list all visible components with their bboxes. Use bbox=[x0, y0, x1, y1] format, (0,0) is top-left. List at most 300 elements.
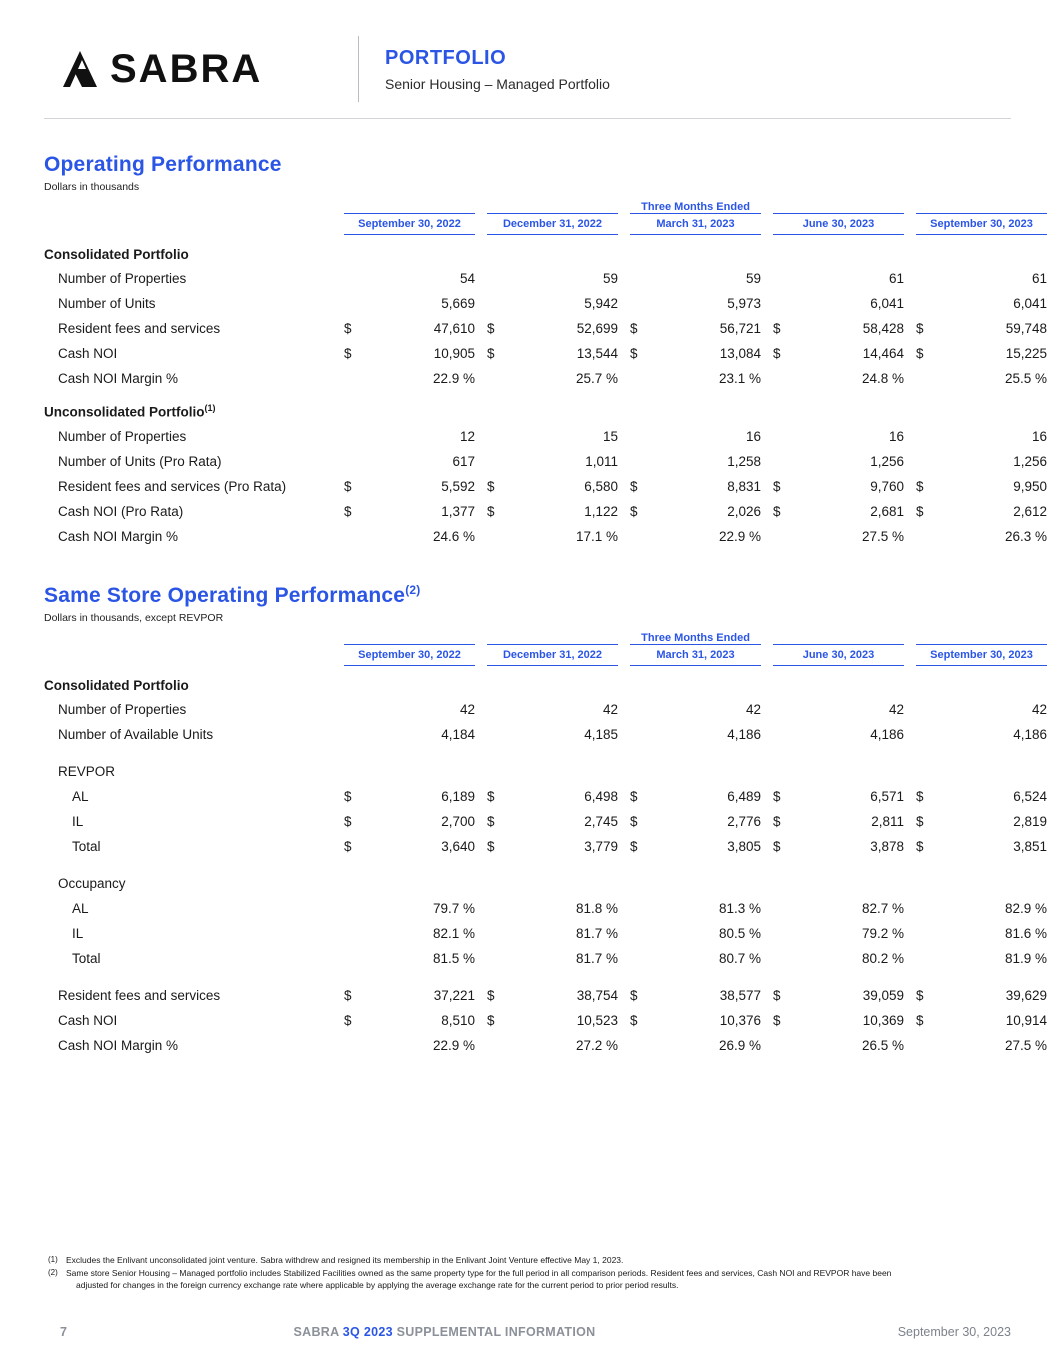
cell-value: 6,041 bbox=[870, 296, 904, 311]
currency-symbol bbox=[773, 366, 791, 391]
cell-value: 5,669 bbox=[441, 296, 475, 311]
section-title-operating-performance bbox=[44, 153, 1011, 177]
currency-symbol bbox=[773, 524, 791, 549]
table-row bbox=[44, 809, 1047, 834]
section-title-footnote-marker: (2) bbox=[405, 582, 421, 597]
col-header-4: June 30, 2023 bbox=[773, 214, 904, 235]
currency-symbol bbox=[773, 266, 791, 291]
cell-value: 6,580 bbox=[584, 478, 618, 494]
cell-value: 39,629 bbox=[1005, 987, 1048, 1003]
currency-symbol: $ bbox=[344, 346, 352, 361]
currency-symbol: $ bbox=[630, 478, 638, 494]
group-header-unconsolidated bbox=[44, 391, 1047, 424]
currency-symbol: $ bbox=[773, 503, 781, 519]
cell-value: 26.3 % bbox=[1005, 528, 1048, 544]
group-header-consolidated bbox=[44, 235, 1047, 267]
table-row bbox=[44, 366, 1047, 391]
row-label: Number of Units bbox=[58, 296, 156, 311]
currency-symbol bbox=[344, 524, 362, 549]
col-header-1: September 30, 2022 bbox=[344, 214, 475, 235]
cell-value: 59,748 bbox=[1005, 321, 1048, 336]
page-title: PORTFOLIO bbox=[385, 46, 507, 69]
currency-symbol bbox=[344, 697, 362, 722]
currency-symbol: $ bbox=[916, 346, 924, 361]
currency-symbol: $ bbox=[630, 987, 638, 1003]
footer-center-pre: SABRA bbox=[293, 1325, 343, 1339]
row-label: Cash NOI Margin % bbox=[58, 1037, 179, 1053]
cell-value: 16 bbox=[1032, 428, 1048, 444]
cell-value: 4,184 bbox=[441, 726, 475, 742]
cell-value: 22.9 % bbox=[432, 371, 475, 386]
currency-symbol bbox=[916, 946, 934, 971]
cell-value: 5,592 bbox=[441, 478, 475, 494]
cell-value: 81.3 % bbox=[718, 900, 761, 916]
same-store-operating-performance-section bbox=[0, 583, 1055, 1058]
sabra-logo bbox=[44, 47, 344, 92]
cell-value: 13,544 bbox=[576, 346, 618, 361]
row-label: Cash NOI Margin % bbox=[58, 371, 179, 386]
row-label: Number of Units (Pro Rata) bbox=[58, 453, 222, 469]
currency-symbol: $ bbox=[773, 987, 781, 1003]
row-label: Cash NOI (Pro Rata) bbox=[58, 503, 184, 519]
table-row bbox=[44, 834, 1047, 859]
currency-symbol: $ bbox=[630, 788, 638, 804]
cell-value: 6,498 bbox=[584, 788, 618, 804]
cell-value: 1,256 bbox=[870, 453, 904, 469]
row-label: AL bbox=[72, 788, 89, 804]
currency-symbol bbox=[916, 722, 934, 747]
currency-symbol: $ bbox=[773, 1012, 781, 1028]
row-label: Number of Available Units bbox=[58, 726, 214, 742]
header-rule bbox=[44, 118, 1011, 119]
currency-symbol bbox=[630, 424, 648, 449]
col-header-4: June 30, 2023 bbox=[773, 644, 904, 665]
footer-date: September 30, 2023 bbox=[897, 1325, 1011, 1339]
currency-symbol: $ bbox=[487, 813, 495, 829]
cell-value: 81.7 % bbox=[575, 950, 618, 966]
cell-value: 2,612 bbox=[1013, 503, 1048, 519]
currency-symbol bbox=[916, 697, 934, 722]
cell-value: 17.1 % bbox=[575, 528, 618, 544]
currency-symbol bbox=[630, 1033, 648, 1058]
cell-value: 61 bbox=[888, 271, 904, 286]
footnote-text: Excludes the Enlivant unconsolidated joint venture. Sabra withdrew and resigned its membership in the Enlivant Joint Venture effective May 1, 2023. bbox=[66, 1254, 624, 1265]
currency-symbol bbox=[630, 921, 648, 946]
cell-value: 27.5 % bbox=[861, 528, 904, 544]
table-row bbox=[44, 1033, 1047, 1058]
period-header-label: Three Months Ended bbox=[641, 201, 750, 213]
currency-symbol: $ bbox=[344, 503, 352, 519]
col-header-5: September 30, 2023 bbox=[916, 644, 1047, 665]
footnote-2 bbox=[44, 1268, 1011, 1291]
row-label: Number of Properties bbox=[58, 428, 187, 444]
cell-value: 25.5 % bbox=[1005, 371, 1048, 386]
table-row bbox=[44, 697, 1047, 722]
currency-symbol: $ bbox=[630, 321, 638, 336]
col-header-1: September 30, 2022 bbox=[344, 644, 475, 665]
currency-symbol: $ bbox=[773, 346, 781, 361]
cell-value: 5,973 bbox=[727, 296, 761, 311]
currency-symbol bbox=[344, 266, 362, 291]
currency-symbol bbox=[773, 449, 791, 474]
cell-value: 6,041 bbox=[1013, 296, 1048, 311]
currency-symbol bbox=[344, 946, 362, 971]
operating-performance-section bbox=[0, 153, 1055, 549]
cell-value: 5,942 bbox=[584, 296, 618, 311]
column-header-row bbox=[44, 214, 1047, 235]
currency-symbol: $ bbox=[487, 478, 495, 494]
cell-value: 25.7 % bbox=[575, 371, 618, 386]
group-header-label: Consolidated Portfolio bbox=[44, 247, 189, 262]
cell-value: 24.8 % bbox=[861, 371, 904, 386]
table-row bbox=[44, 946, 1047, 971]
currency-symbol bbox=[916, 266, 934, 291]
col-header-3: March 31, 2023 bbox=[630, 214, 761, 235]
row-label: IL bbox=[72, 813, 84, 829]
cell-value: 42 bbox=[1032, 701, 1048, 717]
currency-symbol: $ bbox=[344, 478, 352, 494]
cell-value: 10,369 bbox=[862, 1012, 904, 1028]
cell-value: 58,428 bbox=[862, 321, 904, 336]
table-row bbox=[44, 1008, 1047, 1033]
currency-symbol bbox=[344, 291, 362, 316]
currency-symbol: $ bbox=[916, 503, 924, 519]
cell-value: 10,376 bbox=[719, 1012, 761, 1028]
currency-symbol: $ bbox=[916, 788, 924, 804]
cell-value: 26.5 % bbox=[861, 1037, 904, 1053]
sabra-logo-text: SABRA bbox=[110, 46, 263, 91]
cell-value: 15 bbox=[602, 428, 618, 444]
currency-symbol bbox=[630, 291, 648, 316]
cell-value: 42 bbox=[888, 701, 904, 717]
currency-symbol: $ bbox=[773, 321, 781, 336]
currency-symbol bbox=[487, 722, 505, 747]
currency-symbol bbox=[487, 524, 505, 549]
table-row bbox=[44, 499, 1047, 524]
row-label: IL bbox=[72, 925, 84, 941]
cell-value: 82.9 % bbox=[1005, 900, 1048, 916]
row-label-revpor: REVPOR bbox=[58, 763, 116, 779]
currency-symbol: $ bbox=[344, 838, 352, 854]
currency-symbol bbox=[630, 524, 648, 549]
currency-symbol: $ bbox=[916, 478, 924, 494]
cell-value: 54 bbox=[459, 271, 475, 286]
currency-symbol: $ bbox=[344, 788, 352, 804]
cell-value: 22.9 % bbox=[432, 1037, 475, 1053]
row-label: Total bbox=[72, 950, 101, 966]
cell-value: 80.7 % bbox=[718, 950, 761, 966]
cell-value: 16 bbox=[888, 428, 904, 444]
cell-value: 39,059 bbox=[862, 987, 904, 1003]
cell-value: 2,811 bbox=[871, 813, 904, 829]
cell-value: 15,225 bbox=[1005, 346, 1048, 361]
table-row bbox=[44, 424, 1047, 449]
row-label: Number of Properties bbox=[58, 701, 187, 717]
row-label: Number of Properties bbox=[58, 271, 187, 286]
cell-value: 81.5 % bbox=[432, 950, 475, 966]
cell-value: 4,185 bbox=[584, 726, 618, 742]
page-footer bbox=[44, 1325, 1011, 1339]
cell-value: 13,084 bbox=[719, 346, 761, 361]
currency-symbol: $ bbox=[487, 1012, 495, 1028]
cell-value: 12 bbox=[459, 428, 475, 444]
currency-symbol bbox=[916, 449, 934, 474]
cell-value: 3,878 bbox=[870, 838, 904, 854]
currency-symbol bbox=[344, 1033, 362, 1058]
cell-value: 82.7 % bbox=[861, 900, 904, 916]
row-spacer bbox=[44, 747, 1047, 759]
cell-value: 81.9 % bbox=[1005, 950, 1048, 966]
footer-center-post: SUPPLEMENTAL INFORMATION bbox=[392, 1325, 596, 1339]
footnotes bbox=[44, 1255, 1011, 1293]
cell-value: 4,186 bbox=[727, 726, 761, 742]
page-subtitle: Senior Housing – Managed Portfolio bbox=[385, 75, 610, 92]
table-row bbox=[44, 759, 1047, 784]
table-row bbox=[44, 784, 1047, 809]
sabra-mark-icon bbox=[60, 49, 100, 89]
cell-value: 52,699 bbox=[576, 321, 618, 336]
cell-value: 59 bbox=[745, 271, 761, 286]
row-label: Resident fees and services (Pro Rata) bbox=[58, 478, 287, 494]
row-label: Resident fees and services bbox=[58, 321, 221, 336]
cell-value: 24.6 % bbox=[432, 528, 475, 544]
footer-center-quarter: 3Q 2023 bbox=[342, 1325, 393, 1339]
currency-symbol bbox=[487, 424, 505, 449]
currency-symbol bbox=[487, 921, 505, 946]
currency-symbol bbox=[487, 697, 505, 722]
table-row bbox=[44, 316, 1047, 341]
cell-value: 2,700 bbox=[441, 813, 475, 829]
currency-symbol: $ bbox=[630, 346, 638, 361]
cell-value: 42 bbox=[602, 701, 618, 717]
row-label: Total bbox=[72, 838, 101, 854]
currency-symbol bbox=[487, 449, 505, 474]
cell-value: 1,122 bbox=[584, 503, 618, 519]
cell-value: 2,681 bbox=[870, 503, 904, 519]
currency-symbol bbox=[630, 722, 648, 747]
footnote-marker: (2) bbox=[48, 1268, 58, 1278]
section-title-text: Operating Performance bbox=[44, 153, 282, 176]
currency-symbol bbox=[487, 266, 505, 291]
currency-symbol bbox=[487, 366, 505, 391]
cell-value: 56,721 bbox=[719, 321, 761, 336]
cell-value: 617 bbox=[452, 453, 475, 469]
row-label-occupancy: Occupancy bbox=[58, 875, 126, 891]
group-header-footnote-marker: (1) bbox=[204, 403, 216, 413]
currency-symbol bbox=[916, 424, 934, 449]
currency-symbol bbox=[630, 266, 648, 291]
row-label: Resident fees and services bbox=[58, 987, 221, 1003]
table-row bbox=[44, 474, 1047, 499]
cell-value: 80.2 % bbox=[861, 950, 904, 966]
currency-symbol: $ bbox=[487, 838, 495, 854]
cell-value: 10,905 bbox=[433, 346, 475, 361]
cell-value: 42 bbox=[459, 701, 475, 717]
column-header-row bbox=[44, 644, 1047, 665]
cell-value: 1,377 bbox=[441, 503, 475, 519]
currency-symbol bbox=[487, 896, 505, 921]
cell-value: 80.5 % bbox=[718, 925, 761, 941]
currency-symbol: $ bbox=[630, 503, 638, 519]
cell-value: 6,189 bbox=[441, 788, 475, 804]
cell-value: 4,186 bbox=[1013, 726, 1048, 742]
row-spacer bbox=[44, 859, 1047, 871]
currency-symbol: $ bbox=[773, 838, 781, 854]
row-label: AL bbox=[72, 900, 89, 916]
cell-value: 82.1 % bbox=[432, 925, 475, 941]
cell-value: 3,779 bbox=[584, 838, 618, 854]
currency-symbol: $ bbox=[487, 788, 495, 804]
cell-value: 9,950 bbox=[1013, 478, 1048, 494]
currency-symbol bbox=[773, 697, 791, 722]
currency-symbol bbox=[344, 896, 362, 921]
currency-symbol bbox=[344, 722, 362, 747]
table-row bbox=[44, 341, 1047, 366]
currency-symbol: $ bbox=[916, 1012, 924, 1028]
currency-symbol bbox=[773, 896, 791, 921]
footnote-marker: (1) bbox=[48, 1254, 58, 1264]
cell-value: 1,256 bbox=[1013, 453, 1048, 469]
currency-symbol bbox=[630, 449, 648, 474]
currency-symbol bbox=[916, 366, 934, 391]
cell-value: 3,851 bbox=[1013, 838, 1048, 854]
cell-value: 37,221 bbox=[433, 987, 475, 1003]
currency-symbol bbox=[773, 424, 791, 449]
section-note-same-store: Dollars in thousands, except REVPOR bbox=[44, 611, 224, 624]
table-row bbox=[44, 871, 1047, 896]
currency-symbol bbox=[630, 697, 648, 722]
cell-value: 10,914 bbox=[1005, 1012, 1048, 1028]
table-row bbox=[44, 896, 1047, 921]
currency-symbol: $ bbox=[344, 1012, 352, 1028]
row-label: Cash NOI bbox=[58, 346, 118, 361]
cell-value: 1,258 bbox=[727, 453, 761, 469]
table-row bbox=[44, 524, 1047, 549]
same-store-table bbox=[44, 632, 1047, 1058]
currency-symbol bbox=[773, 1033, 791, 1058]
currency-symbol: $ bbox=[344, 987, 352, 1003]
header-divider bbox=[358, 36, 359, 102]
currency-symbol bbox=[916, 1033, 934, 1058]
currency-symbol bbox=[916, 896, 934, 921]
table-row bbox=[44, 722, 1047, 747]
cell-value: 4,186 bbox=[870, 726, 904, 742]
group-header-label: Unconsolidated Portfolio bbox=[44, 404, 205, 420]
group-header-label: Consolidated Portfolio bbox=[44, 677, 189, 693]
page-header bbox=[0, 0, 1055, 100]
currency-symbol: $ bbox=[487, 503, 495, 519]
cell-value: 27.5 % bbox=[1005, 1037, 1048, 1053]
footnote-1 bbox=[44, 1255, 1011, 1266]
col-header-5: September 30, 2023 bbox=[916, 214, 1047, 235]
currency-symbol bbox=[916, 291, 934, 316]
currency-symbol: $ bbox=[630, 838, 638, 854]
cell-value: 81.8 % bbox=[575, 900, 618, 916]
group-header-consolidated-same-store bbox=[44, 665, 1047, 697]
section-title-text: Same Store Operating Performance bbox=[44, 583, 406, 607]
currency-symbol: $ bbox=[916, 838, 924, 854]
cell-value: 61 bbox=[1032, 271, 1048, 286]
header-title-block bbox=[385, 47, 610, 92]
cell-value: 2,776 bbox=[727, 813, 761, 829]
section-title-same-store bbox=[44, 583, 1011, 608]
currency-symbol: $ bbox=[487, 321, 495, 336]
cell-value: 6,524 bbox=[1013, 788, 1048, 804]
currency-symbol bbox=[487, 1033, 505, 1058]
currency-symbol bbox=[916, 524, 934, 549]
cell-value: 42 bbox=[745, 701, 761, 717]
currency-symbol: $ bbox=[916, 321, 924, 336]
currency-symbol bbox=[773, 946, 791, 971]
currency-symbol bbox=[487, 291, 505, 316]
cell-value: 2,819 bbox=[1013, 813, 1048, 829]
cell-value: 8,831 bbox=[727, 478, 761, 494]
page-number: 7 bbox=[60, 1325, 67, 1339]
cell-value: 1,011 bbox=[585, 453, 618, 469]
col-header-2: December 31, 2022 bbox=[487, 214, 618, 235]
cell-value: 10,523 bbox=[576, 1012, 618, 1028]
cell-value: 14,464 bbox=[862, 346, 904, 361]
currency-symbol: $ bbox=[773, 813, 781, 829]
cell-value: 79.7 % bbox=[432, 900, 475, 916]
cell-value: 27.2 % bbox=[575, 1037, 618, 1053]
cell-value: 81.7 % bbox=[575, 925, 618, 941]
currency-symbol bbox=[487, 946, 505, 971]
cell-value: 2,026 bbox=[727, 503, 761, 519]
period-header-row bbox=[44, 201, 1047, 214]
currency-symbol: $ bbox=[916, 987, 924, 1003]
cell-value: 47,610 bbox=[433, 321, 475, 336]
cell-value: 3,640 bbox=[441, 838, 475, 854]
currency-symbol bbox=[773, 291, 791, 316]
footnote-text: Same store Senior Housing – Managed portfolio includes Stabilized Facilities owned as the same property type for the full period in all comparison periods. Resident fees and services, Cash NOI and REVPOR have been bbox=[66, 1268, 892, 1279]
cell-value: 2,745 bbox=[584, 813, 618, 829]
footer-center bbox=[98, 1325, 791, 1339]
cell-value: 3,805 bbox=[727, 838, 761, 854]
row-label: Cash NOI bbox=[58, 1012, 118, 1028]
currency-symbol bbox=[630, 366, 648, 391]
cell-value: 81.6 % bbox=[1005, 925, 1048, 941]
currency-symbol: $ bbox=[487, 987, 495, 1003]
cell-value: 9,760 bbox=[870, 478, 904, 494]
period-header-label: Three Months Ended bbox=[641, 631, 750, 644]
currency-symbol bbox=[630, 946, 648, 971]
currency-symbol: $ bbox=[916, 813, 924, 829]
cell-value: 26.9 % bbox=[718, 1037, 761, 1053]
col-header-2: December 31, 2022 bbox=[487, 644, 618, 665]
currency-symbol: $ bbox=[630, 813, 638, 829]
cell-value: 23.1 % bbox=[718, 371, 761, 386]
cell-value: 6,571 bbox=[870, 788, 904, 804]
col-header-3: March 31, 2023 bbox=[630, 644, 761, 665]
currency-symbol: $ bbox=[344, 321, 352, 336]
currency-symbol bbox=[344, 424, 362, 449]
currency-symbol bbox=[344, 366, 362, 391]
currency-symbol: $ bbox=[487, 346, 495, 361]
table-row bbox=[44, 291, 1047, 316]
footnote-text-wrap bbox=[66, 1268, 1011, 1291]
cell-value: 38,754 bbox=[576, 987, 618, 1003]
cell-value: 22.9 % bbox=[718, 528, 761, 544]
currency-symbol bbox=[773, 722, 791, 747]
currency-symbol: $ bbox=[344, 813, 352, 829]
period-header-row bbox=[44, 632, 1047, 645]
cell-value: 79.2 % bbox=[861, 925, 904, 941]
cell-value: 38,577 bbox=[719, 987, 761, 1003]
row-label: Cash NOI Margin % bbox=[58, 528, 179, 544]
table-row bbox=[44, 449, 1047, 474]
cell-value: 6,489 bbox=[727, 788, 761, 804]
